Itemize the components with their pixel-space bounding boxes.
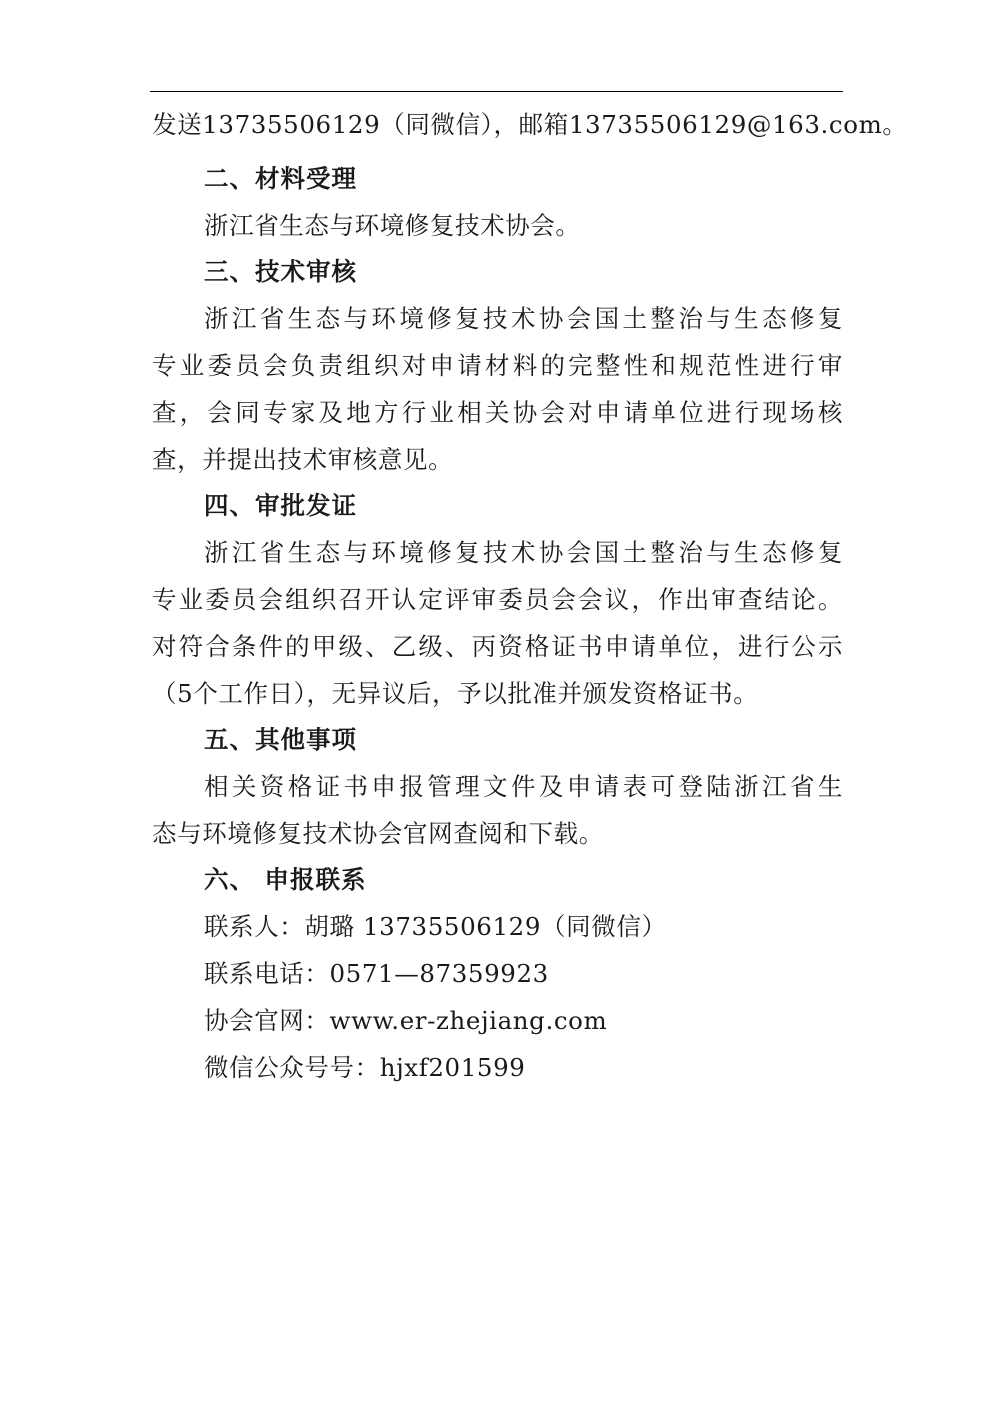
header-rule — [150, 91, 843, 92]
approval-line: 浙江省生态与环境修复技术协会国土整治与生态修复 — [204, 538, 843, 567]
section-heading-materials: 二、材料受理 — [204, 164, 357, 193]
paragraph-continuation: 发送13735506129（同微信），邮箱13735506129@163.com。 — [152, 110, 908, 139]
section-heading-technical-review: 三、技术审核 — [204, 257, 357, 286]
section-heading-contact: 六、 申报联系 — [204, 865, 367, 894]
contact-website: 协会官网：www.er-zhejiang.com — [204, 1006, 608, 1035]
approval-line: 对符合条件的甲级、乙级、丙资格证书申请单位，进行公示 — [152, 632, 843, 661]
approval-line: 专业委员会组织召开认定评审委员会会议，作出审查结论。 — [152, 585, 843, 614]
other-matters-line: 相关资格证书申报管理文件及申请表可登陆浙江省生 — [204, 772, 843, 801]
contact-person: 联系人：胡璐 13735506129（同微信） — [204, 912, 667, 941]
section-heading-other-matters: 五、其他事项 — [204, 725, 357, 754]
other-matters-line: 态与环境修复技术协会官网查阅和下载。 — [152, 819, 604, 848]
technical-review-line: 查，并提出技术审核意见。 — [152, 445, 454, 474]
technical-review-line: 专业委员会负责组织对申请材料的完整性和规范性进行审 — [152, 351, 843, 380]
contact-wechat-account: 微信公众号号：hjxf201599 — [204, 1053, 526, 1082]
approval-line: （5个工作日），无异议后，予以批准并颁发资格证书。 — [152, 679, 759, 708]
technical-review-line: 浙江省生态与环境修复技术协会国土整治与生态修复 — [204, 304, 843, 333]
contact-phone: 联系电话：0571—87359923 — [204, 959, 549, 988]
materials-body-line: 浙江省生态与环境修复技术协会。 — [204, 211, 581, 240]
section-heading-approval: 四、审批发证 — [204, 491, 357, 520]
technical-review-line: 查，会同专家及地方行业相关协会对申请单位进行现场核 — [152, 398, 843, 427]
